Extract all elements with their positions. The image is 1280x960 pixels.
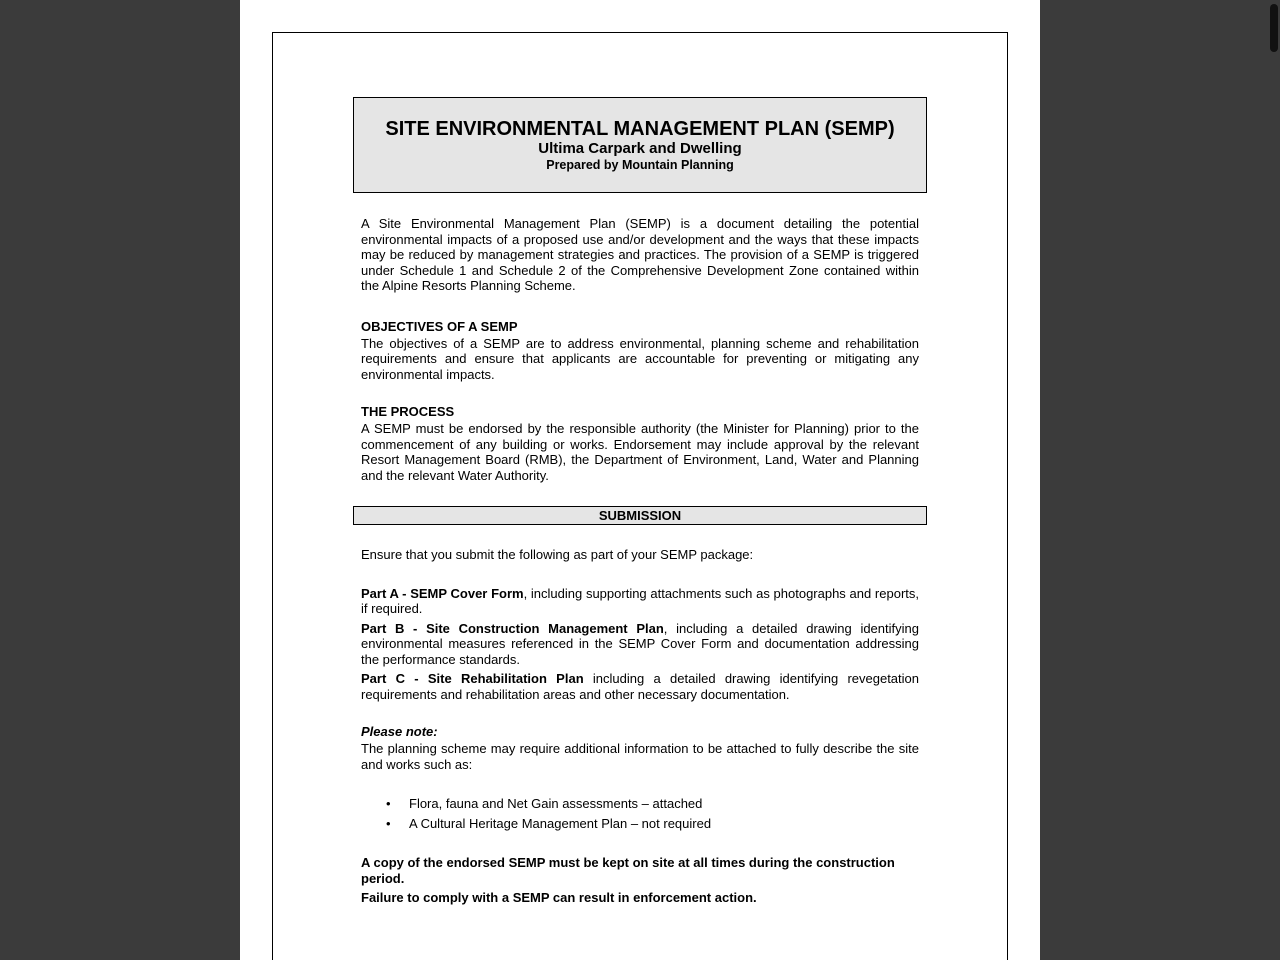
closing-statement-2: Failure to comply with a SEMP can result in enforcement action. xyxy=(361,890,757,905)
title-box xyxy=(353,97,927,193)
document-subtitle: Ultima Carpark and Dwelling xyxy=(538,140,742,157)
submission-section xyxy=(353,547,927,906)
part-a-label: Part A - SEMP Cover Form xyxy=(361,585,524,601)
list-item: • A Cultural Heritage Management Plan – not required xyxy=(409,814,919,834)
part-a-text: , including supporting attachments such as photographs and reports, if required. xyxy=(361,585,920,616)
part-c-text: including a detailed drawing identifying revegetation requirements and rehabilitation areas and other necessary documentation. xyxy=(361,671,919,702)
intro-paragraph: A Site Environmental Management Plan (SEMP) is a document detailing the potential environmental impacts of a proposed use and/or development and the ways that these impacts may be reduced by management strategies and practices. The provision of a SEMP is triggered under Schedule 1 and Schedule 2 of the Comprehensive Development Zone contained within the Alpine Resorts Planning Scheme. xyxy=(361,216,919,293)
closing-statement-1: A copy of the endorsed SEMP must be kept on site at all times during the construction period. xyxy=(361,855,895,886)
document-content xyxy=(353,97,927,906)
scrollbar-thumb[interactable] xyxy=(1270,4,1278,52)
part-c xyxy=(361,671,919,702)
process-paragraph: A SEMP must be endorsed by the responsible authority (the Minister for Planning) prior to the commencement of any building or works. Endorsement may include approval by the relevant Resort Management Board (RMB), the Department of Environment, Land, Water and Planning and the relevant Water Authority. xyxy=(361,421,919,483)
part-b-text: , including a detailed drawing identifying environmental measures referenced in the SEMP Cover Form and documentation addressing the performance standards. xyxy=(361,620,919,667)
part-a xyxy=(361,586,919,617)
document-title: SITE ENVIRONMENTAL MANAGEMENT PLAN (SEMP) xyxy=(385,118,895,140)
part-b-label: Part B - Site Construction Management Plan xyxy=(361,620,664,636)
requirements-list xyxy=(361,794,919,834)
body-text xyxy=(353,216,927,483)
note-heading: Please note: xyxy=(361,724,438,739)
note-paragraph: The planning scheme may require additional information to be attached to fully describe the site and works such as: xyxy=(361,741,919,772)
submission-heading: SUBMISSION xyxy=(353,506,927,525)
document-page xyxy=(240,0,1040,960)
part-c-label: Part C - Site Rehabilitation Plan xyxy=(361,671,584,686)
list-item: • Flora, fauna and Net Gain assessments – attached xyxy=(409,794,919,814)
prepared-by: Prepared by Mountain Planning xyxy=(546,158,734,172)
objectives-paragraph: The objectives of a SEMP are to address environmental, planning scheme and rehabilitation requirements and ensure that applicants are accountable for preventing or mitigating any environmental impacts. xyxy=(361,335,919,382)
objectives-heading: OBJECTIVES OF A SEMP xyxy=(361,318,518,334)
submission-intro: Ensure that you submit the following as part of your SEMP package: xyxy=(361,547,754,562)
vertical-scrollbar[interactable] xyxy=(1268,0,1280,960)
part-b xyxy=(361,621,919,668)
process-heading: THE PROCESS xyxy=(361,404,455,419)
